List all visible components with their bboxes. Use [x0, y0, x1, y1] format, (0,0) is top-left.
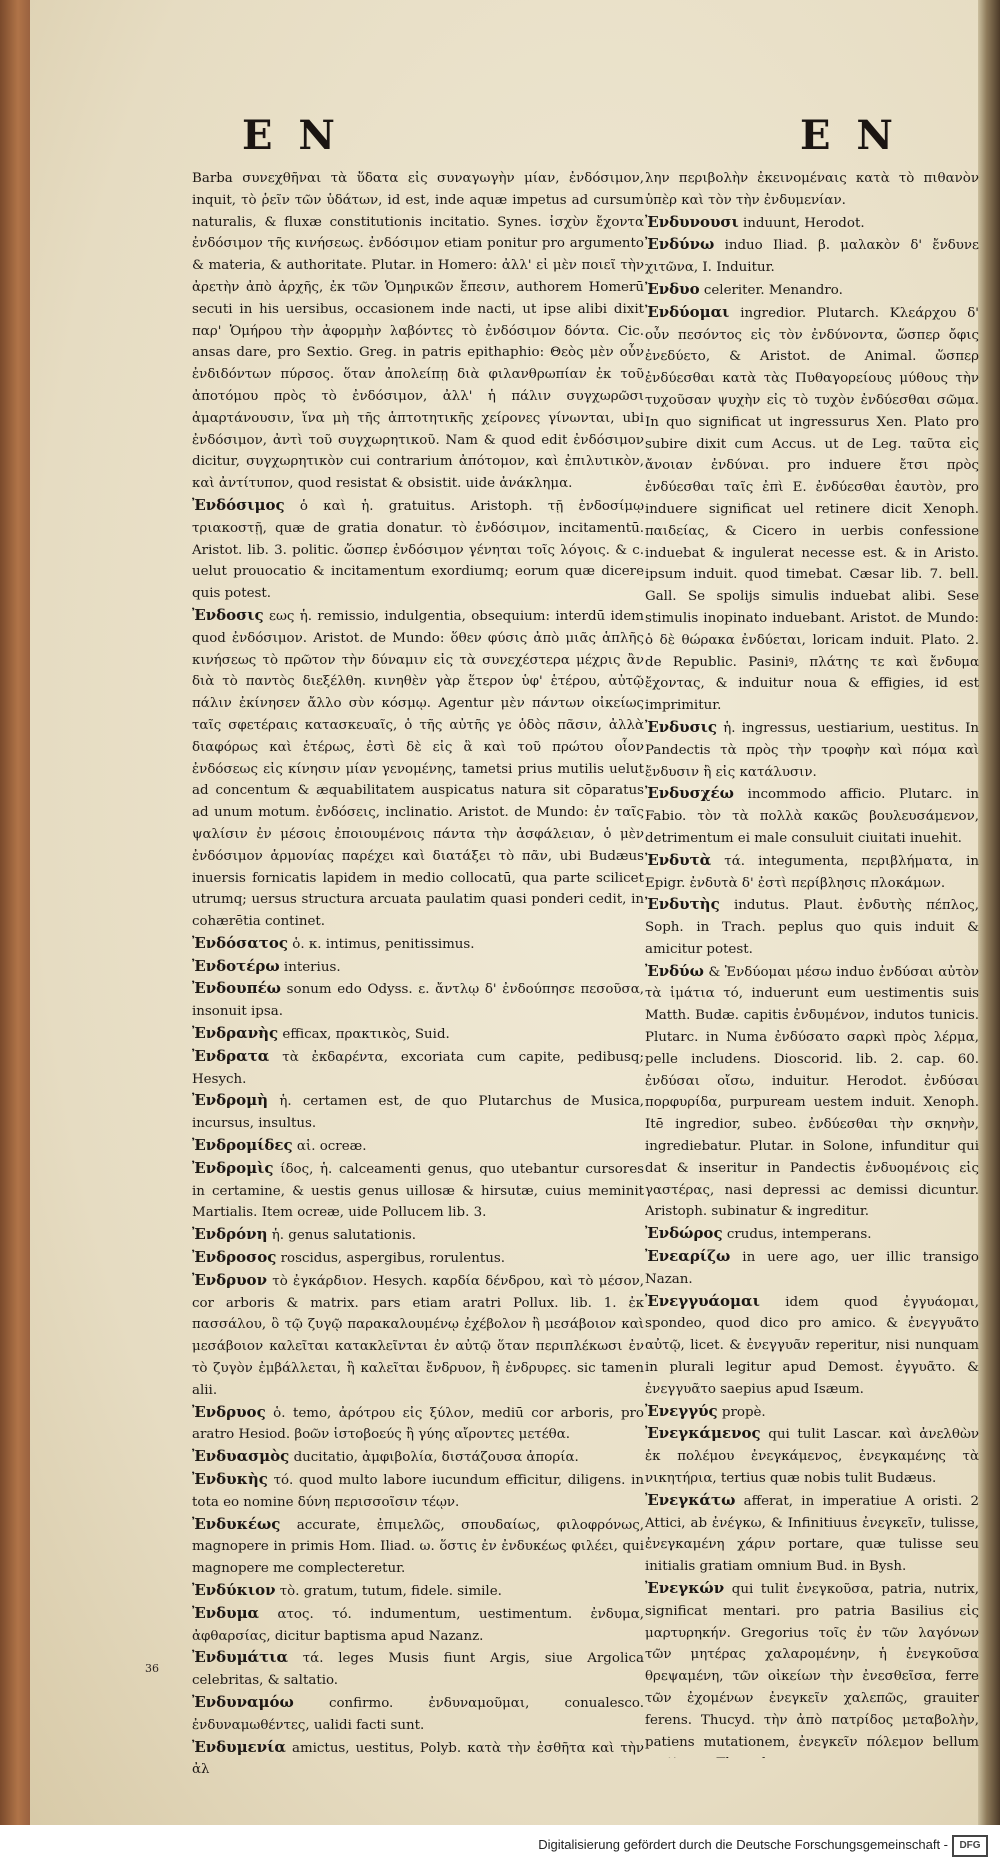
entry-text: ὁ. κ. intimus, penitissimus. — [292, 936, 475, 952]
entry-headword: Ἐνδοσις — [192, 605, 264, 624]
dictionary-entry — [192, 1023, 644, 1046]
entry-text: τὸ ἐγκάρδιον. Hesych. καρδία δένδρου, καὶ τὸ μέσον, cor arboris & matrix. pars etiam aratri Pollux. lib. 1. ἐκ πασσάλου, ὃ τῷ ζυγῷ παρακαλουμένῳ ἐχέβολον ἢ μεσάβοιον καὶ μεσάβοιον καλεῖται κατακλεῖνται ἐν αὐτῷ ὅταν περιπλέκωσι ἐν τὸ ζυγὸν ἐμβάλλεται, ἢ καλεῖται ἔνδρυον, ἢ ἐνδρυρες. sic tamen alii. — [192, 1273, 644, 1398]
right-column — [645, 168, 979, 1758]
page-edge — [978, 0, 1000, 1865]
dictionary-entry — [645, 212, 979, 235]
entry-headword: Ἐνδυτὰ — [645, 850, 712, 869]
book-spine — [0, 0, 30, 1865]
dictionary-entry — [192, 1224, 644, 1247]
entry-headword: Ἐνδυμάτια — [192, 1648, 288, 1667]
entry-headword: Ἐνδυνουσι — [645, 212, 739, 231]
entry-headword: Ἐνδυτὴς — [645, 895, 720, 914]
entry-text: Barba συνεχθῆναι τὰ ὕδατα εἰς συναγωγὴν μίαν, ἐνδόσιμον, inquit, τὸ ῥεῖν τῶν ὑδάτων, id est, inde aquæ impetus ad cursum naturalis, & fluxæ constitutionis incitatio. Synes. ἰσχὺν ἔχοντα ἐνδόσιμον τῆς κινήσεως. ἐνδόσιμον etiam ponitur pro argumento & materia, & authoritate. Plutar. in Homero: ἀλλ' εἰ μὲν ποιεῖ τὴν ἀρετὴν ἀπὸ ἀρχῆς, ἐκ τῶν Ὁμηρικῶν ἔπεσιν, authorem Homerū secuti in his uersibus, occasionem inde nacti, ut ipse alibi dixit παρ' Ὁμήρου τὴν ἀφορμὴν λαβόντες τὸ ἐνδόσιμον δόντα. Cic. ansas dare, pro Sextio. Greg. in patris epithaphio: Θεὸς μὲν οὖν ἐνδιδόντων πύρσος. ὅταν ἀπολείπῃ διὰ φιλανθρωπίαν ἐκ τοῦ ἀποτόμου πρὸς τὸ ἐνδόσιμον, ἀλλ' ἡ πάλιν συγχωρῶσι ἁμαρτάνουσιν, ἵνα μὴ τῆς ἁπτοτητικῆς χείρονες γίνωνται, ubi ἐνδόσιμον, ἀντὶ τοῦ συγχωρητικοῦ. Nam & quod edit ἐνδόσιμον dicitur, συγχωρητικὸν cui contrarium ἀπότομον, καὶ ἐπιλυτικὸν, καὶ ἀντίτυπον, quod resistat & obsistit. uide ἀνάκλημα. — [192, 171, 644, 492]
dictionary-entry — [192, 1692, 644, 1737]
entry-text: in uere ago, uer illic transigo Nazan. — [645, 1250, 979, 1287]
entry-headword: Ἐνδρόνη — [192, 1225, 268, 1244]
dictionary-entry — [645, 1490, 979, 1578]
dictionary-entry — [192, 1247, 644, 1270]
dictionary-entry — [192, 1469, 644, 1514]
dictionary-entry — [192, 1158, 644, 1224]
entry-headword: Ἐνδύω — [645, 961, 704, 980]
entry-text: τά. integumenta, περιβλήματα, in Epigr. ἐνδυτὰ δ' ἐστὶ περίβλησις πλοκάμων. — [645, 853, 979, 891]
entry-headword: Ἐνδυκὴς — [192, 1470, 268, 1489]
page-header — [30, 112, 978, 172]
entry-headword: Ἐνδρυος — [192, 1402, 266, 1421]
entry-text: amictus, uestitus, Polyb. κατὰ τὴν ἐσθῆτα καὶ τὴν ἀλ — [192, 1740, 644, 1778]
header-left: E N — [242, 112, 341, 159]
entry-text: celeriter. Menandro. — [703, 282, 843, 298]
entry-text: λην περιβολὴν ἐκεινομέναις κατὰ τὸ πιθανὸν ὑπὲρ καὶ τὸν τὴν ἐνδυμενίαν. — [645, 171, 979, 208]
entry-headword: Ἐνεγκών — [645, 1579, 725, 1597]
entry-text: incommodo afficio. Plutarc. in Fabio. τὸν τὰ πολλὰ κακῶς βουλευσάμενον, detrimentum ei male consuluit ciuitati inuehit. — [645, 787, 979, 846]
entry-headword: Ἐνδρυον — [192, 1270, 267, 1289]
entry-text: efficax, πρακτικὸς, Suid. — [282, 1027, 450, 1043]
entry-text: εως ἡ. remissio, indulgentia, obsequium: interdū idem quod ἐνδόσιμον. Aristot. de Mundo: ὅθεν φύσις ἀπὸ μιᾶς ἁπλῆς κινήσεως τὸ πρῶτον τὴν δύναμιν εἰς τὰ συνεχέστερα μέχρις ἂν διὰ τὸ παντὸς διεξέλθη. κινηθὲν γὰρ ἕτερον ὑφ' ἑτέρου, αὐτῷ πάλιν ἐκίνησεν ἄλλο σὺν κόσμῳ. Agentur μὲν πάντων οἰκείως ταῖς σφετέραις κατασκευαῖς, ὁ τῆς αὐτῆς γε ὁδὸς πᾶσιν, ἀλλὰ διαφόρως καὶ ἑτέρως, ἐστὶ δὲ εἰς ἃ καὶ τοῦ πρώτου οἷον ἐνδόσεως εἰς κίνησιν μίαν γενομένης, tametsi prius mutilis uelut ad concentum & æquabilitatem auspicatus natura sit cōparatus ad unum motum. ἐνδόσεις, inclinatio. Aristot. de Mundo: ἐν ταῖς ψαλίσιν ἐν μέσοις ἐποιουμένοις πάντα τὴν ἀσφάλειαν, ὁ μὲν ἐνδόσιμον ἁρμονίας παρέχει καὶ διατάξει τὸ πᾶν, ubi Budæus inuersis fornicatis lapidem in medio collocatū, qua parte scilicet utrumq; uersus structura arcuata paulatim quasi ponderi cedit, in cohærētia continet. — [192, 608, 644, 930]
dfg-logo: DFG — [952, 1835, 988, 1857]
entry-headword: Ἐνεγκάτω — [645, 1490, 736, 1509]
dictionary-entry — [645, 894, 979, 960]
dictionary-entry — [645, 302, 979, 717]
entry-headword: Ἐνεαρίζω — [645, 1247, 731, 1266]
dictionary-entry — [645, 1291, 979, 1401]
entry-text: τὰ ἐκδαρέντα, excoriata cum capite, pedibusq; Hesych. — [192, 1049, 644, 1087]
dictionary-entry — [192, 1647, 644, 1692]
entry-text: ὁ. temo, ἀρότρου εἰς ξύλον, mediū cor arboris, pro aratro Hesiod. βοῶν ἱστοβοεύς ἢ γύης αἴροντες μετέθα. — [192, 1405, 644, 1443]
entry-headword: Ἐνδρανὴς — [192, 1024, 279, 1043]
dictionary-entry — [192, 1402, 644, 1447]
entry-headword: Ἐνδροσος — [192, 1248, 277, 1267]
entry-headword: Ἐνδυμα — [192, 1603, 260, 1622]
entry-headword: Ἐνδρομίδες — [192, 1136, 293, 1155]
dictionary-entry — [192, 495, 644, 605]
entry-text: qui tulit Lascar. καὶ ἀνελθὼν ἐκ πολέμου ἐνεγκάμενος, ἐνεγκαμένης τὰ νικητήρια, tertius quæ nobis tulit Budæus. — [645, 1427, 979, 1487]
dictionary-entry — [645, 1401, 979, 1424]
entry-headword: Ἐνδυασμὸς — [192, 1447, 290, 1466]
entry-headword: Ἐνδυο — [645, 279, 700, 298]
entry-headword: Ἐνδύνω — [645, 235, 715, 254]
entry-headword: Ἐνδυσις — [645, 717, 718, 736]
entry-headword: Ἐνδρομὶς — [192, 1158, 274, 1177]
left-column — [192, 168, 644, 1781]
entry-text: roscidus, aspergibus, rorulentus. — [280, 1251, 505, 1267]
dictionary-entry — [192, 1514, 644, 1580]
dictionary-entry — [192, 1135, 644, 1158]
dictionary-entry — [645, 1423, 979, 1489]
dictionary-entry — [192, 1270, 644, 1402]
entry-headword: Ἐνδοτέρω — [192, 956, 280, 975]
dictionary-entry — [645, 279, 979, 302]
dictionary-entry — [645, 717, 979, 783]
entry-headword: Ἐνδουπέω — [192, 979, 281, 998]
entry-text: accurate, ἐπιμελῶς, σπουδαίως, φιλοφρόνως, magnopere in primis Hom. Iliad. ω. ὅστις ἐν ἐνδυκέως φιλέει, qui magnopere me complecteretur. — [192, 1517, 644, 1577]
entry-text: τὸ. gratum, tutum, fidele. simile. — [279, 1584, 502, 1599]
dictionary-entry — [192, 1603, 644, 1648]
entry-text: ὁ καὶ ἡ. gratuitus. Aristoph. τῇ ἐνδοσίμῳ τριακοστῇ, quæ de gratia donatur. τὸ ἐνδόσιμον, incitamentū. Aristot. lib. 3. politic. ὥσπερ ἐνδόσιμον γένηται τοῖς λόγοις. & c. uelut prouocatio & incitamentum exordiumq; eorum quæ dicere quis potest. — [192, 498, 644, 602]
entry-text: ducitatio, ἀμφιβολία, διστάζουσα ἀπορία. — [293, 1450, 579, 1466]
dictionary-entry — [645, 1578, 979, 1758]
entry-headword: Ἐνεγγύς — [645, 1401, 718, 1420]
book-page — [30, 0, 978, 1825]
entry-text: crudus, intemperans. — [726, 1227, 872, 1243]
entry-headword: Ἐνδώρος — [645, 1224, 723, 1243]
dictionary-entry — [192, 1090, 644, 1135]
entry-headword: Ἐνδυμενία — [192, 1737, 286, 1756]
entry-headword: Ἐνδυναμόω — [192, 1692, 294, 1711]
dictionary-entry — [192, 1446, 644, 1469]
entry-headword: Ἐνδύομαι — [645, 302, 730, 321]
entry-text: ατος. τό. indumentum, uestimentum. ἐνδυμα, ἀφθαρσίας, dicitur baptisma apud Nazanz. — [192, 1606, 644, 1644]
entry-text: idem quod ἐγγυάομαι, spondeo, quod dico pro amico. & ἐνεγγυᾶτο αὐτῷ, licet. & ἐνεγγυᾶν reperitur, nisi nunquam in plurali legitur apud Demost. ἐγγυᾶτο. & ἐνεγγυᾶτο saepius apud Isæum. — [645, 1294, 979, 1397]
entry-headword: Ἐνδόσατος — [192, 933, 289, 952]
entry-text: & Ἐνδύομαι μέσω induo ἐνδύσαι αὐτὸν τὰ ἱμάτια τό, induerunt eum uestimentis suis Matth. Budæ. capitis ἐνδυμένον, indutos tunicis. Plutarc. in Numa ἐνδύσατο σαρκὶ πρὸς λέρμα, pelle includens. Dioscorid. lib. 2. cap. 60. ἐνδύσαι οἴσω, induitur. Herodot. ἐνδύσαι πορφυρίδα, purpuream uestem induit. Xenoph. Itē ingredior, subeo. ἐνδύεσθαι τὴν σκηνὴν, ingrediebatur. Plutar. in Solone, infunditur qui dat & inseritur in Pandectis ἐνδυομένοις εἰς γαστέρας, nasi depressi ac demissi dicuntur. Aristoph. subinatur & ingreditur. — [645, 964, 979, 1220]
entry-text: αἱ. ocreæ. — [296, 1139, 367, 1155]
entry-text: ἡ. certamen est, de quo Plutarchus de Musica, incursus, insultus. — [192, 1094, 644, 1132]
entry-text: τά. leges Musis fiunt Argis, siue Argolica celebritas, & saltatio. — [192, 1651, 644, 1689]
entry-text: interius. — [283, 959, 341, 975]
dictionary-entry — [645, 783, 979, 849]
dictionary-entry — [645, 234, 979, 279]
dictionary-entry — [192, 168, 644, 495]
entry-text: qui tulit ἐνεγκοῦσα, patria, nutrix, significat mentari. pro patria Basilius εἰς μαρτυρηκήν. Gregorius τοῖς ἐν τῶν λαγόνων τῶν μητέρας χαλαρομένην, ἡ ἐνεγκοῦσα θρεψαμένη, τῶν οἰκείων τὴν ἐνεσθεῖσα, ferre τῶν ἐχομένων ἐνεγκεῖν χαλεπῶς, grauiter ferens. Thucyd. τὴν ἀπὸ πατρίδος μεταβολὴν, patiens mutationem, ἐνεγκεῖν πόλεμον bellum — [645, 1582, 979, 1750]
dictionary-entry — [192, 956, 644, 979]
footer-credit: Digitalisierung gefördert durch die Deutsche Forschungsgemeinschaft - — [538, 1837, 948, 1852]
entry-text: ίδος, ἡ. calceamenti genus, quo utebantur cursores in certamine, & uestis genus uillosæ & hirsutæ, cuius meminit Martialis. Item ocreæ, uide Pollucem lib. 3. — [192, 1161, 644, 1221]
entry-headword: Ἐνδρομὴ — [192, 1091, 269, 1110]
dictionary-entry — [192, 1737, 644, 1782]
dictionary-entry — [192, 978, 644, 1023]
dictionary-entry — [645, 1246, 979, 1291]
entry-text: induunt, Herodot. — [743, 215, 865, 231]
entry-text: induo Iliad. β. μαλακὸν δ' ἔνδυνε χιτῶνα, I. Induitur. — [645, 238, 979, 276]
digitization-footer — [0, 1825, 1000, 1865]
dictionary-entry — [192, 1580, 644, 1603]
dictionary-entry — [192, 933, 644, 956]
entry-headword: Ἐνδυσχέω — [645, 784, 734, 803]
dictionary-entry — [645, 961, 979, 1224]
entry-headword: Ἐνδυκέως — [192, 1514, 281, 1533]
page-number: 36 — [145, 1662, 159, 1675]
entry-headword: Ἐνεγκάμενος — [645, 1424, 761, 1443]
dictionary-entry — [645, 1223, 979, 1246]
entry-text: indutus. Plaut. ἐνδυτὴς πέπλος, Soph. in Trach. peplus quo quis induit & amicitur potest. — [645, 898, 979, 957]
entry-text: propè. — [721, 1404, 766, 1420]
entry-text: τό. quod multo labore iucundum efficitur, diligens. in tota eo nomine δύνη περισσοῖσιν τέῳν. — [192, 1473, 644, 1510]
entry-headword: Ἐνεγγυάομαι — [645, 1291, 760, 1310]
entry-headword: Ἐνδρατα — [192, 1046, 270, 1065]
entry-headword: Ἐνδόσιμος — [192, 495, 285, 514]
entry-text: afferat, in imperatiue A oristi. 2 Attici, ab ἐνέγκω, & Infinitiuus ἐνεγκεῖν, tulisse, ἐνεγκαμένη χάριν portare, quæ tulisse seu initialis gratiam omnium Bud. in Bysh. — [645, 1493, 979, 1575]
entry-headword: Ἐνδύκιον — [192, 1581, 276, 1599]
entry-text: sonum edo Odyss. ε. ἄντλῳ δ' ἐνδούπησε πεσοῦσα, insonuit ipsa. — [192, 982, 645, 1020]
header-right: E N — [800, 112, 899, 159]
dictionary-entry — [645, 850, 979, 895]
entry-text: ingredior. Plutarch. Κλεάρχου δ' οὖν πεσόντος εἰς τὸν ἐνδύνοντα, ὥσπερ ὄφις ἐνεδύετο, & Aristot. de Animal. ὥσπερ ἐνδύεσθαι κατὰ τὰς Πυθαγορείους μύθους τὴν τυχοῦσαν ψυχὴν εἰς τὸ τυχὸν ἐνδύεσθαι σῶμα. In quo significat ut ingressurus Xen. Plato pro subire dixit cum Accus. ut de Leg. ταῦτα εἰς ἄνοιαν ἐνδύναι. pro induere ἔτσι πρὸς ἐνδύεσθαι ταῖς ἐπὶ E. ἐνδύεσθαι ἑαυτὸν, pro induere significat uel retinere dicit Xenoph. παιδείας, & Cicero in uerbis confessione induebat & ingulerat necesse est. & in Aristo. ipsum induit. quod timebat. Cæsar lib. 7. bell. Gall. Se spolijs simulis induebat alibi. Sese stimulis inopinato induebant. Aristot. de Mundo: ὁ δὲ θώρακα ἐνδύεται, loricam induit. Plato. 2. de Republic. Pasiniꝰ, πλάτης τε καὶ ἔνδυμα ἔχοντας, & induitur noua & effigies, id est imprimitur. — [645, 305, 979, 714]
entry-text: confirmo. ἐνδυναμοῦμαι, conualesco. ἐνδυναμωθέντες, ualidi facti sunt. — [192, 1695, 644, 1733]
entry-text: ἡ. ingressus, uestiarium, uestitus. In Pandectis τὰ πρὸς τὴν τροφὴν καὶ πόμα καὶ ἔνδυσιν ἢ εἰς κατάλυσιν. — [645, 720, 979, 780]
dictionary-entry — [192, 1046, 644, 1091]
entry-text: ἡ. genus salutationis. — [271, 1228, 417, 1244]
dictionary-entry — [645, 168, 979, 212]
dictionary-entry — [192, 605, 644, 933]
